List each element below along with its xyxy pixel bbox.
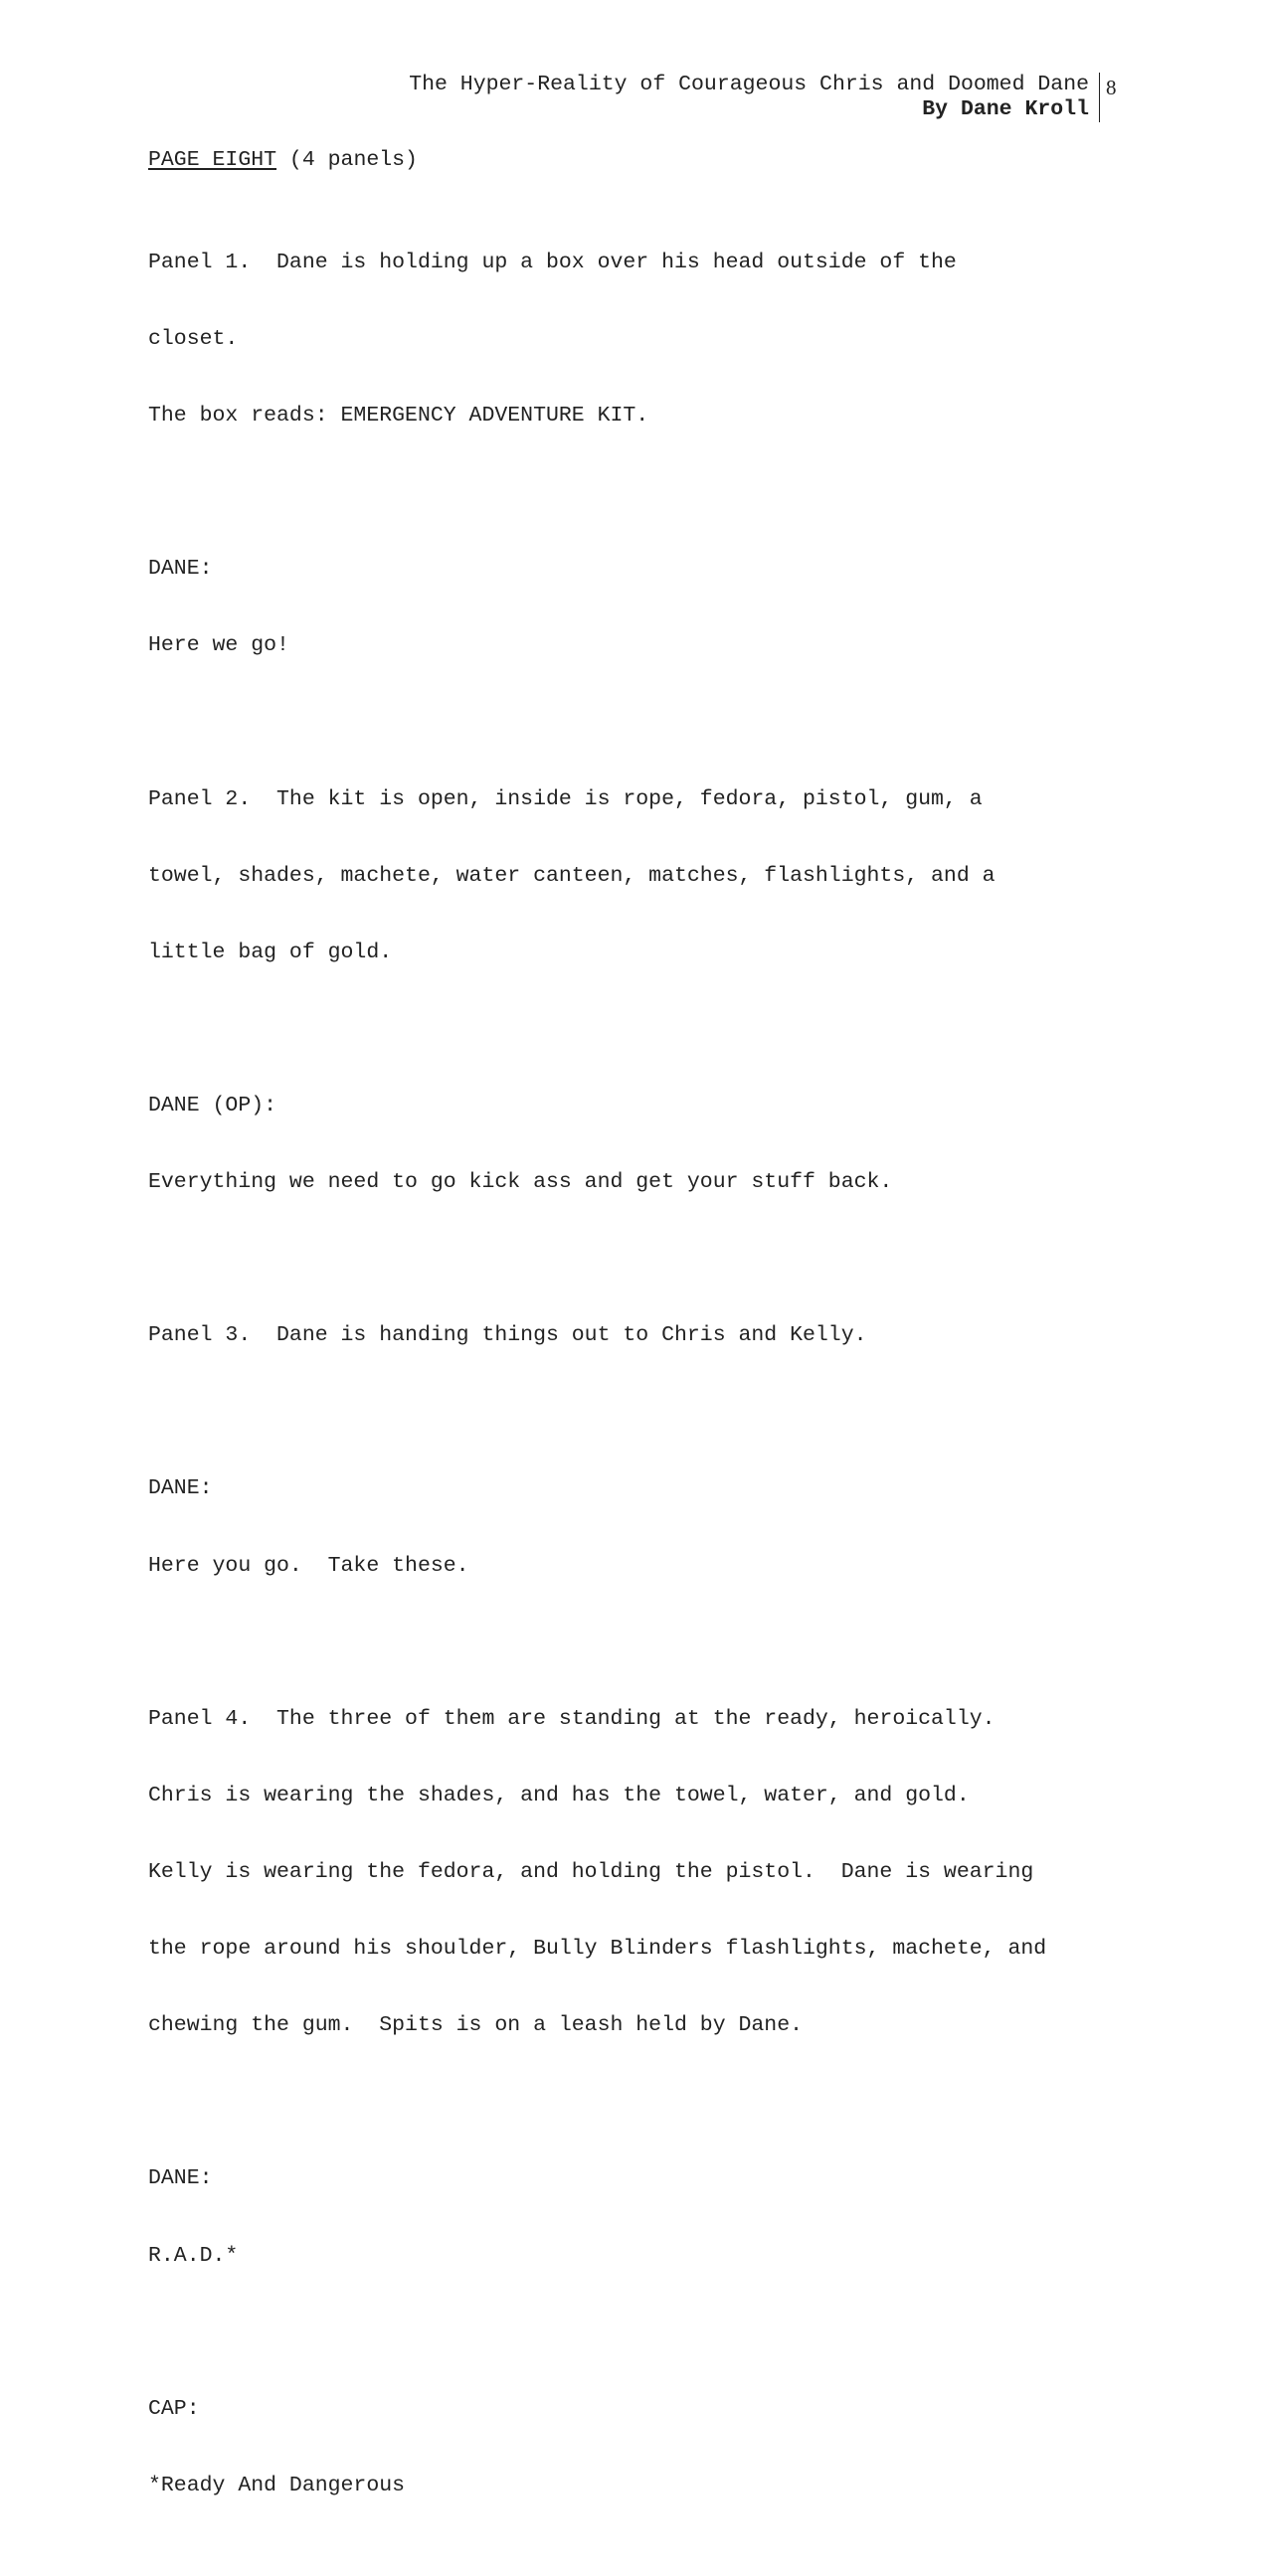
script-author: By Dane Kroll (922, 97, 1089, 121)
panel-description-line: Panel 1. Dane is holding up a box over his head outside of the (148, 250, 957, 274)
dialogue-line: R.A.D.* (148, 2243, 239, 2268)
panel-description-line: the rope around his shoulder, Bully Blinders flashlights, machete, and (148, 1937, 1047, 1962)
page-heading (148, 148, 1143, 174)
script-body (148, 148, 1143, 2576)
dialogue-line: Here we go! (148, 633, 289, 658)
panel-1 (148, 199, 1143, 480)
panel-description-line: towel, shades, machete, water canteen, matches, flashlights, and a (148, 863, 996, 888)
speaker-label: DANE: (148, 1476, 213, 1501)
panel-description-line: Chris is wearing the shades, and has the towel, water, and gold. (148, 1783, 970, 1807)
speaker-label: DANE: (148, 2166, 213, 2191)
panel-description-line: Panel 2. The kit is open, inside is rope, fedora, pistol, gum, a (148, 786, 983, 811)
panel-description-line: closet. (148, 326, 239, 351)
speaker-label: DANE: (148, 557, 213, 582)
panel-2 (148, 736, 1143, 1017)
page-number: 8 (1106, 76, 1117, 99)
speaker-label: DANE (OP): (148, 1093, 277, 1117)
panel-description-line: Panel 4. The three of them are standing at the ready, heroically. (148, 1706, 996, 1731)
dialogue-dane-1 (148, 506, 1143, 711)
caption (148, 2345, 1143, 2550)
panel-4 (148, 1655, 1143, 2090)
page-heading-panel-count: (4 panels) (276, 148, 418, 172)
panel-description-line: chewing the gum. Spits is on a leash held by Dane. (148, 2013, 804, 2038)
dialogue-dane-2 (148, 1426, 1143, 1631)
panel-description-line: Kelly is wearing the fedora, and holding the pistol. Dane is wearing (148, 1860, 1034, 1884)
panel-description-line: Panel 3. Dane is handing things out to Chris and Kelly. (148, 1323, 867, 1348)
dialogue-line: Everything we need to go kick ass and get your stuff back. (148, 1170, 893, 1195)
caption-label: CAP: (148, 2396, 200, 2421)
caption-text: *Ready And Dangerous (148, 2473, 406, 2497)
panel-description-line: little bag of gold. (148, 940, 393, 964)
page-heading-label: PAGE EIGHT (148, 148, 277, 172)
dialogue-line: Here you go. Take these. (148, 1553, 469, 1578)
panel-3 (148, 1273, 1143, 1401)
page-header (409, 73, 1100, 122)
dialogue-dane-3 (148, 2116, 1143, 2320)
script-title: The Hyper-Reality of Courageous Chris and Doomed Dane (409, 73, 1089, 96)
panel-description-line: The box reads: EMERGENCY ADVENTURE KIT. (148, 404, 649, 429)
dialogue-dane-op (148, 1043, 1143, 1248)
